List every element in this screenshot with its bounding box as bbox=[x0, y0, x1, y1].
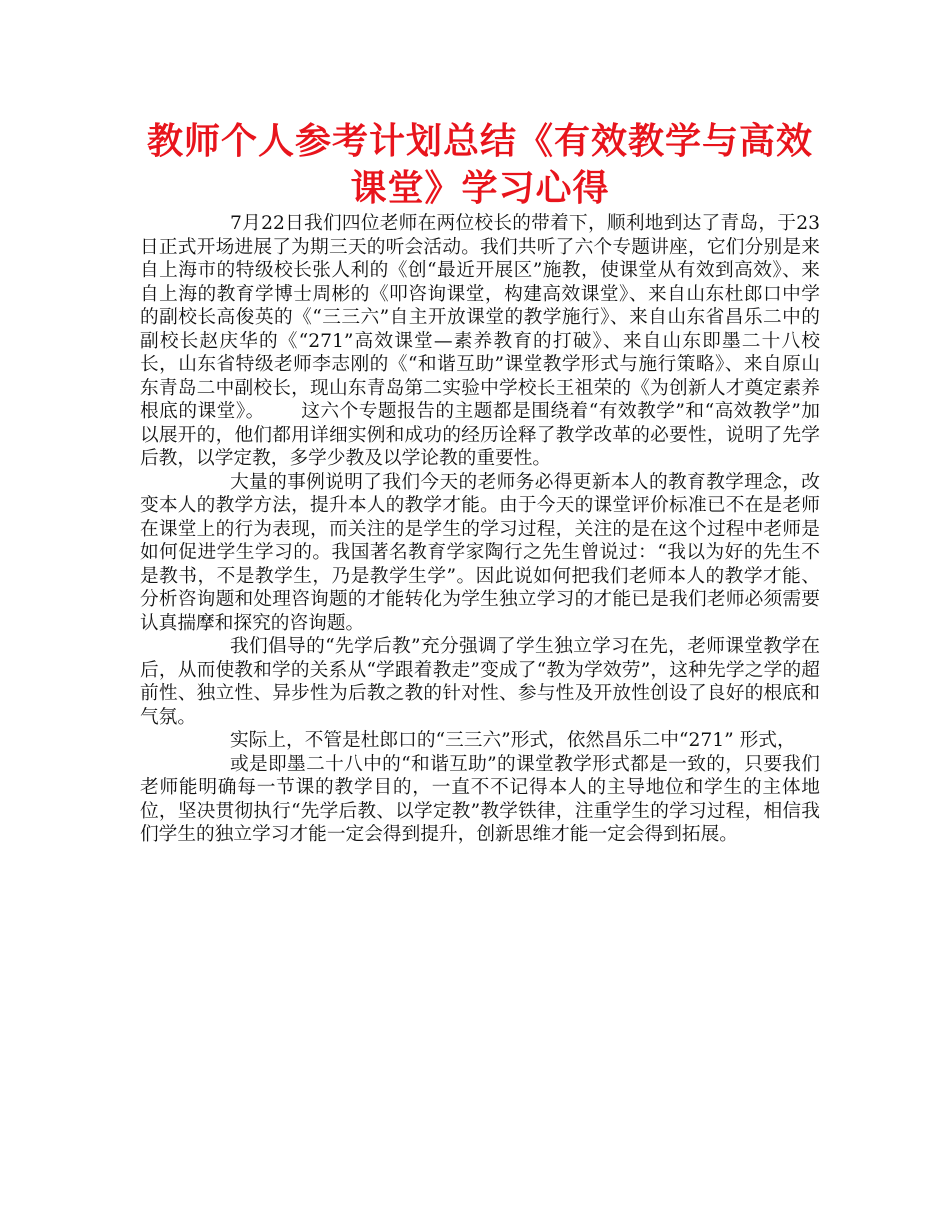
paragraph-1a: 7月22日我们四位老师在两位校长的带着下，顺利地到达了青岛，于23日正式开场进展了为期三天的听会活动。我们共听了六个专题讲座，它们分别是来自上海市的特级校长张人利的《创“最近开展区”施教，使课堂从有效到高效》、来自上海的教育学博士周彬的《叩咨询课堂，构建高效课堂》、来自山东杜郎口中学的副校长高俊英的《“三三六”自主开放课堂的教学施行》、来自山东省昌乐二中的副校长赵庆华的《“271”高效课堂—素养教育的打破》、来自山东即墨二十八校长，山东省特级老师李志刚的《“和谐互助”课堂教学形式与施行策略》、来自原山东青岛二中副校长，现山东青岛第二实验中学校长王祖荣的《为创新人才奠定素养根底的课堂》。 bbox=[140, 213, 820, 422]
paragraph-1 bbox=[140, 212, 820, 471]
title-line-1: 教师个人参考计划总结《有效教学与高效 bbox=[146, 121, 813, 162]
paragraph-3: 我们倡导的“先学后教”充分强调了学生独立学习在先，老师课堂教学在后，从而使教和学的关系从“学跟着教走”变成了“教为学效劳”，这种先学之学的超前性、独立性、异步性为后教之教的针对性、参与性及开放性创设了良好的根底和气氛。 bbox=[140, 636, 820, 728]
paragraph-2: 大量的事例说明了我们今天的老师务必得更新本人的教育教学理念，改变本人的教学方法，提升本人的教学才能。由于今天的课堂评价标准已不在是老师在课堂上的行为表现，而关注的是学生的学习过程，关注的是在这个过程中老师是如何促进学生学习的。我国著名教育学家陶行之先生曾说过：“我以为好的先生不是教书，不是教学生，乃是教学生学”。因此说如何把我们老师本人的教学才能、分析咨询题和处理咨询题的才能转化为学生独立学习的才能已是我们老师必须需要认真揣摩和探究的咨询题。 bbox=[140, 471, 820, 634]
document-title bbox=[140, 118, 820, 212]
title-line-2: 课堂》学习心得 bbox=[350, 168, 610, 209]
document-page bbox=[140, 118, 820, 847]
paragraph-5: 或是即墨二十八中的“和谐互助”的课堂教学形式都是一致的，只要我们老师能明确每一节课的教学目的，一直不不记得本人的主导地位和学生的主体地位，坚决贯彻执行“先学后教、以学定教”教学铁律，注重学生的学习过程，相信我们学生的独立学习才能一定会得到提升，创新思维才能一定会得到拓展。 bbox=[140, 753, 820, 845]
document-body bbox=[140, 212, 820, 847]
paragraph-4: 实际上，不管是杜郎口的“三三六”形式，依然昌乐二中“271” 形式， bbox=[230, 730, 796, 751]
paragraph-1b: 这六个专题报告的主题都是围绕着“有效教学”和“高效教学”加以展开的，他们都用详细实例和成功的经历诠释了教学改革的必要性，说明了先学后教，以学定教，多学少教及以学论教的重要性。 bbox=[140, 401, 820, 469]
